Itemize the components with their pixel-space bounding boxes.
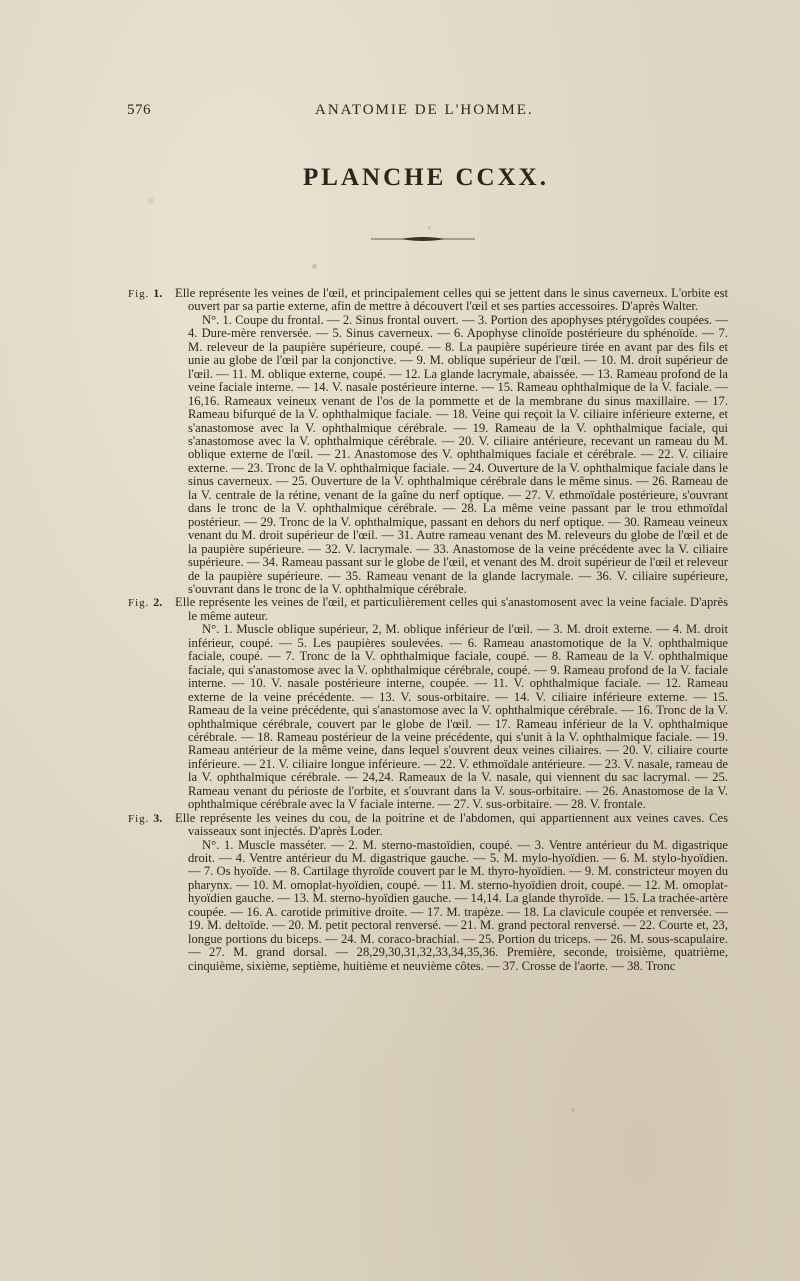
ornament-rule-icon — [371, 236, 475, 242]
figure-entry-3 — [128, 812, 728, 973]
figure-number: 2. — [153, 595, 163, 610]
paper-spot — [312, 264, 317, 269]
page-header — [127, 102, 723, 122]
running-head: ANATOMIE DE L'HOMME. — [315, 102, 534, 118]
figure-label — [128, 812, 175, 826]
figure-label-word: Fig. — [128, 597, 150, 610]
figure-number: 1. — [153, 286, 163, 300]
figure-label — [128, 596, 175, 610]
paper-spot — [428, 226, 431, 229]
figure-key: N°. 1. Coupe du frontal. — 2. Sinus frontal ouvert. — 3. Portion des apophyses ptérygoïdes coupées. — 4. Dure-mère renversée. — 5. Sinus caverneux. — 6. Apophyse clinoïde postérieure du sphénoïde. — 7. M. releveur de la paupière supérieure, coupé. — 8. La paupière supérieure tirée en avant par des fils et unie au globe de l'œil par la conjonctive. — 9. M. oblique supérieur de l'œil. — 10. M. droit supérieur de l'œil. — 11. M. oblique externe, coupé. — 12. La glande lacrymale, abaissée. — 13. Rameau profond de la veine faciale interne. — 14. V. nasale postérieure interne. — 15. Rameau ophthalmique de la V. faciale. — 16,16. Rameaux veineux venant de l'os de la pommette et de la membrane du sinus maxillaire. — 17. Rameau bifurqué de la V. ophthalmique faciale. — 18. Veine qui reçoit la V. ciliaire inférieure externe, et s'anastomose avec la V. ophthalmique cérébrale. — 19. Rameau de la V. ophthalmique faciale, qui s'anastomose avec la V. ophthalmique cérébrale. — 20. V. ciliaire antérieure, recevant un rameau du M. oblique externe de l'œil. — 21. Anastomose des V. ophthalmiques faciale et cérébrale. — 22. V. ciliaire externe. — 23. Tronc de la V. ophthalmique faciale. — 24. Ouverture de la V. ophthalmique faciale dans le sinus caverneux. — 25. Ouverture de la V. ophthalmique cérébrale dans le même sinus. — 26. Rameau de la V. centrale de la rétine, venant de la gaîne du nerf optique. — 27. V. ethmoïdale postérieure, s'ouvrant dans le tronc de la V. ophthalmique cérébrale. — 28. La même veine passant par le trou ethmoïdal postérieur. — 29. Tronc de la V. ophthalmique, passant en dehors du nerf optique. — 30. Rameau veineux venant du M. droit supérieur de l'œil. — 31. Autre rameau venant des M. releveurs du globe de l'œil et de la paupière supérieure. — 32. V. lacrymale. — 33. Anastomose de la veine précédente avec la V. ciliaire supérieure. — 34. Rameau passant sur le globe de l'œil, et venant des M. droit supérieur de l'œil et releveur de la paupière supérieure. — 35. Rameau venant de la glande lacrymale. — 36. V. ciliaire supérieure, s'ouvrant dans le tronc de la V. ophthalmique cérébrale. — [188, 312, 728, 596]
figure-label — [128, 287, 175, 301]
figure-label-word: Fig. — [128, 288, 150, 300]
figure-description: Elle représente les veines du cou, de la poitrine et de l'abdomen, qui appartiennent aux veines caves. Ces vaisseaux sont injectés. D'après Loder. — [175, 810, 728, 839]
page-number: 576 — [127, 102, 151, 118]
paper-spot — [571, 1108, 575, 1112]
plate-legend — [128, 287, 728, 973]
figure-key: N°. 1. Muscle masséter. — 2. M. sterno-mastoïdien, coupé. — 3. Ventre antérieur du M. digastrique droit. — 4. Ventre antérieur du M. digastrique gauche. — 5. M. mylo-hyoïdien. — 6. M. stylo-hyoïdien. — 7. Os hyoïde. — 8. Cartilage thyroïde couvert par le M. thyro-hyoïdien. — 9. M. constricteur moyen du pharynx. — 10. M. omoplat-hyoïdien, coupé. — 11. M. sterno-hyoïdien droit, coupé. — 12. M. omoplat-hyoïdien gauche. — 13. M. sterno-hyoïdien gauche. — 14,14. La glande thyroïde. — 15. La trachée-artère coupée. — 16. A. carotide primitive droite. — 17. M. trapèze. — 18. La clavicule coupée et renversée. — 19. M. deltoïde. — 20. M. petit pectoral renversé. — 21. M. grand pectoral renversé. — 22. Courte et, 23, longue portions du biceps. — 24. M. coraco-brachial. — 25. Portion du triceps. — 26. M. sous-scapulaire. — 27. M. grand dorsal. — 28,29,30,31,32,33,34,35,36. Première, seconde, troisième, quatrième, cinquième, sixième, septième, huitième et neuvième côtes. — 37. Crosse de l'aorte. — 38. Tronc — [188, 837, 728, 973]
figure-description: Elle représente les veines de l'œil, et particulièrement celles qui s'anastomosent avec la veine faciale. D'après le même auteur. — [175, 595, 728, 623]
figure-entry-2 — [128, 596, 728, 811]
figure-key: N°. 1. Muscle oblique supérieur, 2, M. oblique inférieur de l'œil. — 3. M. droit externe. — 4. M. droit inférieur, coupé. — 5. Les paupières soulevées. — 6. Rameau anastomotique de la V. ophthalmique faciale, coupé. — 7. Tronc de la V. ophthalmique faciale, coupé. — 8. Rameau de la V. ophthalmique faciale, qui s'anastomose avec la V. ophthalmique cérébrale, coupé. — 9. Rameau profond de la V. faciale interne. — 10. V. nasale postérieure interne, coupée. — 11. V. ophthalmique faciale. — 12. Rameau externe de la veine précédente. — 13. V. sous-orbitaire. — 14. V. ciliaire inférieure externe. — 15. Rameau de la veine précédente, qui s'anastomose avec la V. ophthalmique cérébrale. — 16. Tronc de la V. ophthalmique cérébrale, couvert par le globe de l'œil. — 17. Rameau inférieur de la V. ophthalmique cérébrale. — 18. Rameau postérieur de la veine précédente, qui s'unit à la V. ophthalmique faciale. — 19. Rameau antérieur de la même veine, dans lequel s'ouvrent deux veines ciliaires. — 20. V. ciliaire courte inférieure. — 21. V. ciliaire longue inférieure. — 22. V. ethmoïdale antérieure. — 23. V. nasale, rameau de la V. ophthalmique cérébrale. — 24,24. Rameaux de la V. nasale, qui viennent du sac lacrymal. — 25. Rameau venant du périoste de l'orbite, et s'ouvrant dans la V. sous-orbitaire. — 26. Anastomose de la V. ophthalmique cérébrale avec la V faciale interne. — 27. V. sus-orbitaire. — 28. V. frontale. — [188, 622, 728, 812]
figure-label-word: Fig. — [128, 812, 150, 825]
figure-number: 3. — [153, 810, 163, 825]
figure-entry-1 — [128, 287, 728, 596]
figure-description: Elle représente les veines de l'œil, et principalement celles qui se jettent dans le sinus caverneux. L'orbite est ouvert par sa partie externe, afin de mettre à découvert l'œil et ses parties accessoires. D'après Walter. — [175, 286, 728, 314]
paper-spot — [148, 197, 154, 204]
plate-title: PLANCHE CCXX. — [303, 164, 549, 191]
